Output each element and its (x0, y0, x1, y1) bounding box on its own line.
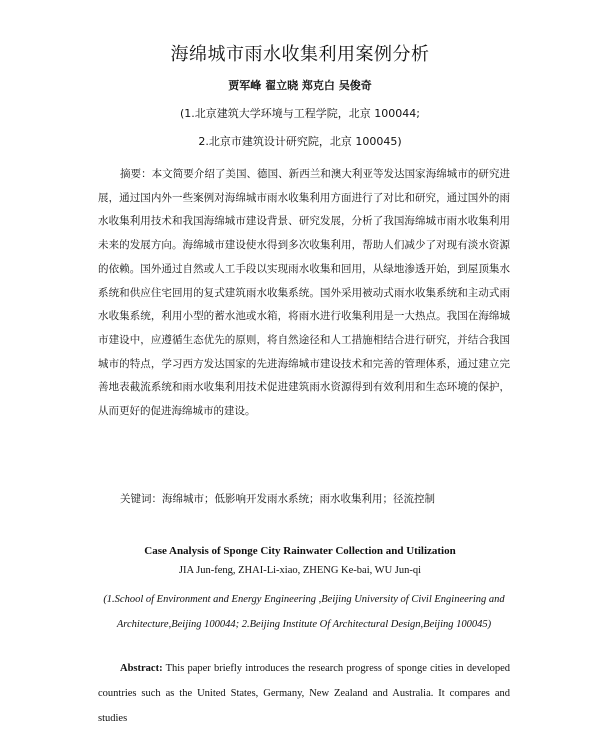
chinese-authors: 贾军峰 翟立晓 郑克白 吴俊奇 (228, 79, 372, 92)
english-abstract-label: Abstract: (120, 663, 163, 674)
english-affiliation: (1.School of Environment and Energy Engineering ,Beijing University of Civil Engineering and Architecture,Beijing 100044; 2.Beijing Institute Of Architectural Design,Beijing 100045) (103, 594, 505, 630)
chinese-abstract-label: 摘要： (120, 168, 152, 180)
chinese-keywords-text: 海绵城市；低影响开发雨水系统；雨水收集利用；径流控制 (162, 493, 435, 505)
chinese-abstract (98, 163, 510, 424)
chinese-affiliation-1: (1.北京建筑大学环境与工程学院，北京 100044; (180, 107, 420, 120)
chinese-keywords-label: 关键词： (120, 493, 162, 505)
english-authors: JIA Jun-feng, ZHAI-Li-xiao, ZHENG Ke-bai, WU Jun-qi (178, 565, 422, 576)
chinese-affiliation-2: 2.北京市建筑设计研究院，北京 100045) (198, 135, 402, 148)
chinese-keywords (120, 491, 520, 506)
english-abstract-text: This paper briefly introduces the research progress of sponge cities in developed countries such as the United States, Germany, New Zealand and Australia. It compares and studies (98, 663, 510, 724)
chinese-title: 海绵城市雨水收集利用案例分析 (170, 44, 430, 65)
english-abstract (98, 656, 510, 731)
english-title: Case Analysis of Sponge City Rainwater Collection and Utilization (144, 545, 456, 557)
chinese-abstract-text: 本文简要介绍了美国、德国、新西兰和澳大利亚等发达国家海绵城市的研究进展，通过国内外一些案例对海绵城市雨水收集利用方面进行了对比和研究，通过国外的雨水收集利用技术和我国海绵城市建设背景、研究发展，分析了我国海绵城市雨水收集利用未来的发展方向。海绵城市建设使水得到多次收集利用，帮助人们减少了对现有淡水资源的依赖。国外通过自然或人工手段以实现雨水收集和回用，从绿地渗透开始，到屋顶集水系统和供应住宅回用的复式建筑雨水收集系统。国外采用被动式雨水收集系统和主动式雨水收集系统，利用小型的蓄水池或水箱，将雨水进行收集利用是一大热点。我国在海绵城市建设中，应遵循生态优先的原则，将自然途径和人工措施相结合进行研究，并结合我国城市的特点，学习西方发达国家的先进海绵城市建设技术和完善的管理体系，通过建立完善地表截流系统和雨水收集利用技术促进建筑雨水资源得到有效利用和生态环境的保护，从而更好的促进海绵城市的建设。 (98, 168, 510, 418)
